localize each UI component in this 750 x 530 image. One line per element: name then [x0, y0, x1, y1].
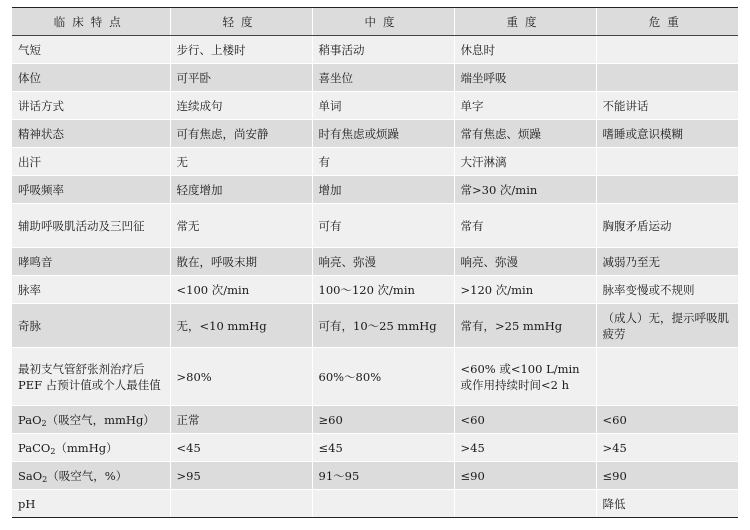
cell-mild: 连续成句 — [170, 92, 312, 120]
cell-moderate: 100～120 次/min — [312, 276, 454, 304]
table-row — [12, 304, 738, 348]
row-feature: 哮鸣音 — [12, 248, 170, 276]
header-mild: 轻度 — [170, 8, 312, 36]
row-feature: 气短 — [12, 36, 170, 64]
cell-critical: ≤90 — [596, 462, 738, 490]
header-moderate: 中度 — [312, 8, 454, 36]
cell-moderate: 增加 — [312, 176, 454, 204]
cell-moderate: 稍事活动 — [312, 36, 454, 64]
row-feature — [12, 406, 170, 434]
cell-severe: 常有焦虑、烦躁 — [454, 120, 596, 148]
cell-moderate: ≤45 — [312, 434, 454, 462]
cell-severe: 大汗淋漓 — [454, 148, 596, 176]
cell-severe: ≤90 — [454, 462, 596, 490]
cell-mild: 常无 — [170, 204, 312, 248]
table-row — [12, 462, 738, 490]
cell-moderate: ≥60 — [312, 406, 454, 434]
cell-moderate: 响亮、弥漫 — [312, 248, 454, 276]
feature-tail: （吸空气，%） — [47, 468, 128, 483]
cell-mild: 可平卧 — [170, 64, 312, 92]
table-row — [12, 248, 738, 276]
header-clinical-features: 临床特点 — [12, 8, 170, 36]
table-header — [12, 8, 738, 36]
cell-mild: 正常 — [170, 406, 312, 434]
row-feature: 脉率 — [12, 276, 170, 304]
cell-severe: 常>30 次/min — [454, 176, 596, 204]
cell-mild: 无 — [170, 148, 312, 176]
row-feature: pH — [12, 490, 170, 518]
cell-mild: >80% — [170, 348, 312, 406]
cell-severe: 常有 — [454, 204, 596, 248]
table-row — [12, 120, 738, 148]
cell-critical: <60 — [596, 406, 738, 434]
cell-critical — [596, 176, 738, 204]
cell-mild: 无，<10 mmHg — [170, 304, 312, 348]
severity-table — [12, 7, 738, 518]
feature-subscript: 2 — [50, 446, 56, 456]
cell-mild: 可有焦虑，尚安静 — [170, 120, 312, 148]
cell-moderate: 91～95 — [312, 462, 454, 490]
cell-moderate: 可有，10～25 mmHg — [312, 304, 454, 348]
cell-severe: 常有，>25 mmHg — [454, 304, 596, 348]
feature-subscript: 2 — [42, 474, 48, 484]
cell-critical: >45 — [596, 434, 738, 462]
cell-severe: >120 次/min — [454, 276, 596, 304]
cell-moderate: 可有 — [312, 204, 454, 248]
table-row — [12, 176, 738, 204]
cell-critical: 降低 — [596, 490, 738, 518]
table-row — [12, 64, 738, 92]
cell-critical: 胸腹矛盾运动 — [596, 204, 738, 248]
row-feature: 奇脉 — [12, 304, 170, 348]
feature-subscript: 2 — [41, 418, 47, 428]
cell-critical: 嗜睡或意识模糊 — [596, 120, 738, 148]
header-severe: 重度 — [454, 8, 596, 36]
cell-severe — [454, 490, 596, 518]
row-feature — [12, 462, 170, 490]
cell-mild: <45 — [170, 434, 312, 462]
cell-mild: <100 次/min — [170, 276, 312, 304]
cell-moderate: 60%～80% — [312, 348, 454, 406]
row-feature: 讲话方式 — [12, 92, 170, 120]
cell-mild — [170, 490, 312, 518]
table-row — [12, 36, 738, 64]
cell-critical — [596, 64, 738, 92]
cell-severe: <60% 或<100 L/min 或作用持续时间<2 h — [454, 348, 596, 406]
row-feature: 出汗 — [12, 148, 170, 176]
table-row — [12, 434, 738, 462]
cell-severe: 响亮、弥漫 — [454, 248, 596, 276]
cell-moderate: 单词 — [312, 92, 454, 120]
cell-critical — [596, 148, 738, 176]
cell-severe: <60 — [454, 406, 596, 434]
table-row — [12, 490, 738, 518]
cell-critical: （成人）无，提示呼吸肌疲劳 — [596, 304, 738, 348]
feature-base: PaCO — [18, 440, 51, 455]
cell-severe: 休息时 — [454, 36, 596, 64]
cell-moderate — [312, 490, 454, 518]
cell-critical: 不能讲话 — [596, 92, 738, 120]
cell-moderate: 时有焦虑或烦躁 — [312, 120, 454, 148]
cell-severe: >45 — [454, 434, 596, 462]
cell-mild: 散在，呼吸末期 — [170, 248, 312, 276]
header-row — [12, 8, 738, 36]
cell-mild: >95 — [170, 462, 312, 490]
table-body — [12, 36, 738, 518]
feature-tail: （mmHg） — [55, 440, 118, 455]
table-row — [12, 92, 738, 120]
cell-critical: 脉率变慢或不规则 — [596, 276, 738, 304]
cell-severe: 端坐呼吸 — [454, 64, 596, 92]
table-row — [12, 204, 738, 248]
cell-severe: 单字 — [454, 92, 596, 120]
table-row — [12, 406, 738, 434]
row-feature — [12, 434, 170, 462]
row-feature: 最初支气管舒张剂治疗后 PEF 占预计值或个人最佳值 — [12, 348, 170, 406]
cell-critical — [596, 36, 738, 64]
feature-tail: （吸空气，mmHg） — [46, 412, 155, 427]
cell-mild: 轻度增加 — [170, 176, 312, 204]
row-feature: 辅助呼吸肌活动及三凹征 — [12, 204, 170, 248]
table-row — [12, 348, 738, 406]
row-feature: 体位 — [12, 64, 170, 92]
cell-mild: 步行、上楼时 — [170, 36, 312, 64]
cell-critical — [596, 348, 738, 406]
table-row — [12, 276, 738, 304]
header-critical: 危重 — [596, 8, 738, 36]
cell-moderate: 喜坐位 — [312, 64, 454, 92]
feature-base: PaO — [18, 412, 42, 427]
row-feature: 呼吸频率 — [12, 176, 170, 204]
table-row — [12, 148, 738, 176]
feature-base: SaO — [18, 468, 43, 483]
cell-critical: 减弱乃至无 — [596, 248, 738, 276]
cell-moderate: 有 — [312, 148, 454, 176]
row-feature: 精神状态 — [12, 120, 170, 148]
